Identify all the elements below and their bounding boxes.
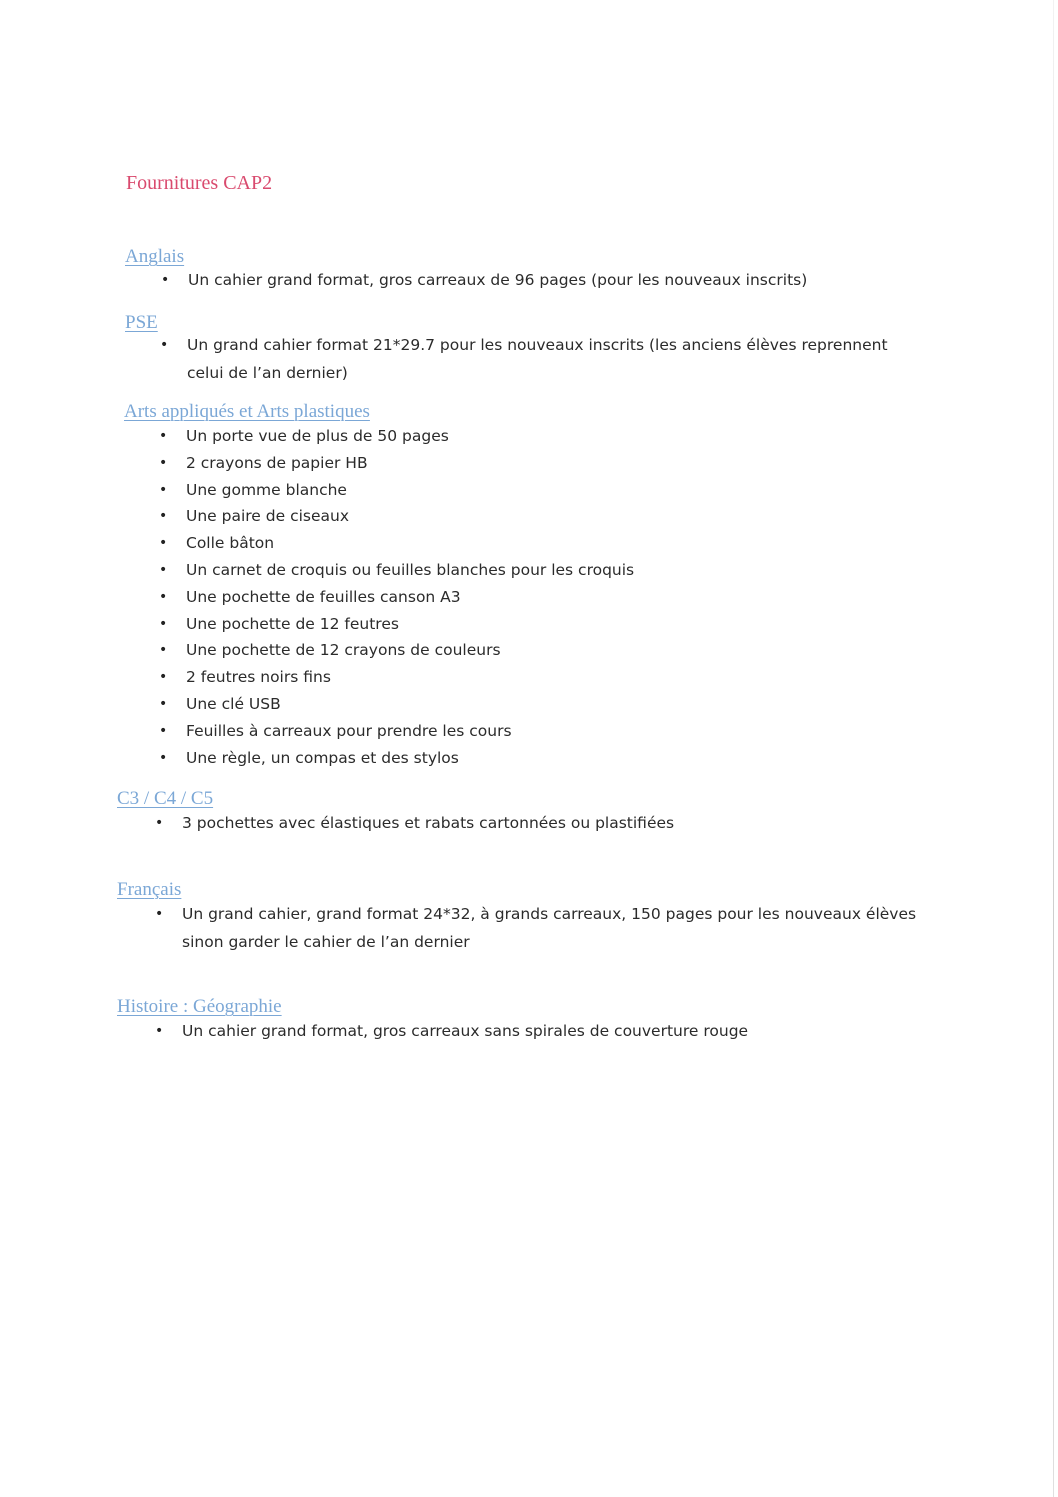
- list-item: [159, 450, 634, 477]
- list-item-text: Un grand cahier, grand format 24*32, à grands carreaux, 150 pages pour les nouveaux élèves sinon garder le cahier de l’an dernier: [182, 905, 917, 951]
- list-item-text: Un carnet de croquis ou feuilles blanches pour les croquis: [186, 560, 635, 579]
- list-item-text: 3 pochettes avec élastiques et rabats cartonnées ou plastifiées: [182, 814, 675, 832]
- list-item-text: Colle bâton: [186, 534, 275, 553]
- list-item: [159, 611, 634, 638]
- list-item: [155, 810, 675, 837]
- bullet-icon: •: [159, 695, 168, 712]
- list-item: [159, 691, 634, 718]
- bullet-icon: •: [159, 749, 168, 766]
- bullet-icon: •: [160, 337, 169, 353]
- list-item-text: Une clé USB: [186, 694, 281, 713]
- bullet-icon: •: [155, 1023, 164, 1039]
- page-edge-shadow: [1053, 0, 1054, 1497]
- bullet-icon: •: [155, 815, 164, 831]
- section-heading-c3-c4-c5: C3 / C4 / C5: [117, 788, 214, 809]
- section-heading-anglais: Anglais: [125, 246, 185, 267]
- bullet-icon: •: [159, 508, 168, 525]
- list-item: [159, 637, 634, 664]
- document-title: Fournitures CAP2: [126, 172, 273, 194]
- list-item-text: Un cahier grand format, gros carreaux de 96 pages (pour les nouveaux inscrits): [188, 271, 808, 289]
- section-heading-histoire-geographie: Histoire : Géographie: [117, 996, 282, 1017]
- list-item: [159, 503, 634, 530]
- bullet-icon: •: [159, 669, 168, 686]
- list-item-text: Une pochette de feuilles canson A3: [186, 587, 461, 606]
- list-item-text: 2 feutres noirs fins: [186, 668, 331, 687]
- bullet-icon: •: [159, 454, 168, 471]
- list-item-text: Une pochette de 12 feutres: [186, 614, 399, 633]
- list-item-text: Une pochette de 12 crayons de couleurs: [186, 641, 501, 660]
- list-item-text: Un porte vue de plus de 50 pages: [186, 427, 449, 445]
- list-item: [161, 267, 808, 294]
- section-list-pse: [160, 331, 907, 387]
- list-item: [159, 477, 634, 504]
- list-item: [159, 718, 634, 745]
- list-item-text: Un grand cahier format 21*29.7 pour les nouveaux inscrits (les anciens élèves reprennent celui de l’an dernier): [187, 336, 888, 382]
- section-heading-pse: PSE: [125, 312, 158, 333]
- bullet-icon: •: [159, 642, 168, 659]
- bullet-icon: •: [155, 906, 164, 922]
- section-list-c3-c4-c5: [155, 810, 675, 837]
- list-item-text: Feuilles à carreaux pour prendre les cours: [186, 721, 512, 740]
- list-item-text: Une paire de ciseaux: [186, 507, 350, 526]
- section-list-histoire-geographie: [155, 1018, 749, 1045]
- list-item: [159, 584, 634, 611]
- list-item-text: Une gomme blanche: [186, 480, 347, 499]
- list-item-text: Une règle, un compas et des stylos: [186, 748, 459, 767]
- bullet-icon: •: [159, 722, 168, 739]
- section-list-anglais: [161, 267, 808, 294]
- bullet-icon: •: [161, 272, 170, 288]
- bullet-icon: •: [159, 588, 168, 605]
- list-item: [160, 331, 907, 387]
- list-item-text: Un cahier grand format, gros carreaux sans spirales de couverture rouge: [182, 1022, 749, 1040]
- list-item: [159, 664, 634, 691]
- bullet-icon: •: [159, 481, 168, 498]
- list-item: [159, 745, 634, 772]
- section-heading-arts: Arts appliqués et Arts plastiques: [124, 401, 370, 422]
- list-item: [159, 423, 634, 450]
- bullet-icon: •: [159, 615, 168, 632]
- section-list-francais: [155, 900, 927, 956]
- list-item-text: 2 crayons de papier HB: [186, 453, 368, 472]
- bullet-icon: •: [159, 561, 168, 578]
- list-item: [155, 1018, 749, 1045]
- list-item: [159, 530, 634, 557]
- bullet-icon: •: [159, 428, 168, 444]
- section-list-arts: [159, 423, 635, 771]
- list-item: [159, 557, 635, 584]
- section-heading-francais: Français: [117, 879, 182, 900]
- bullet-icon: •: [159, 535, 168, 552]
- list-item: [155, 900, 927, 956]
